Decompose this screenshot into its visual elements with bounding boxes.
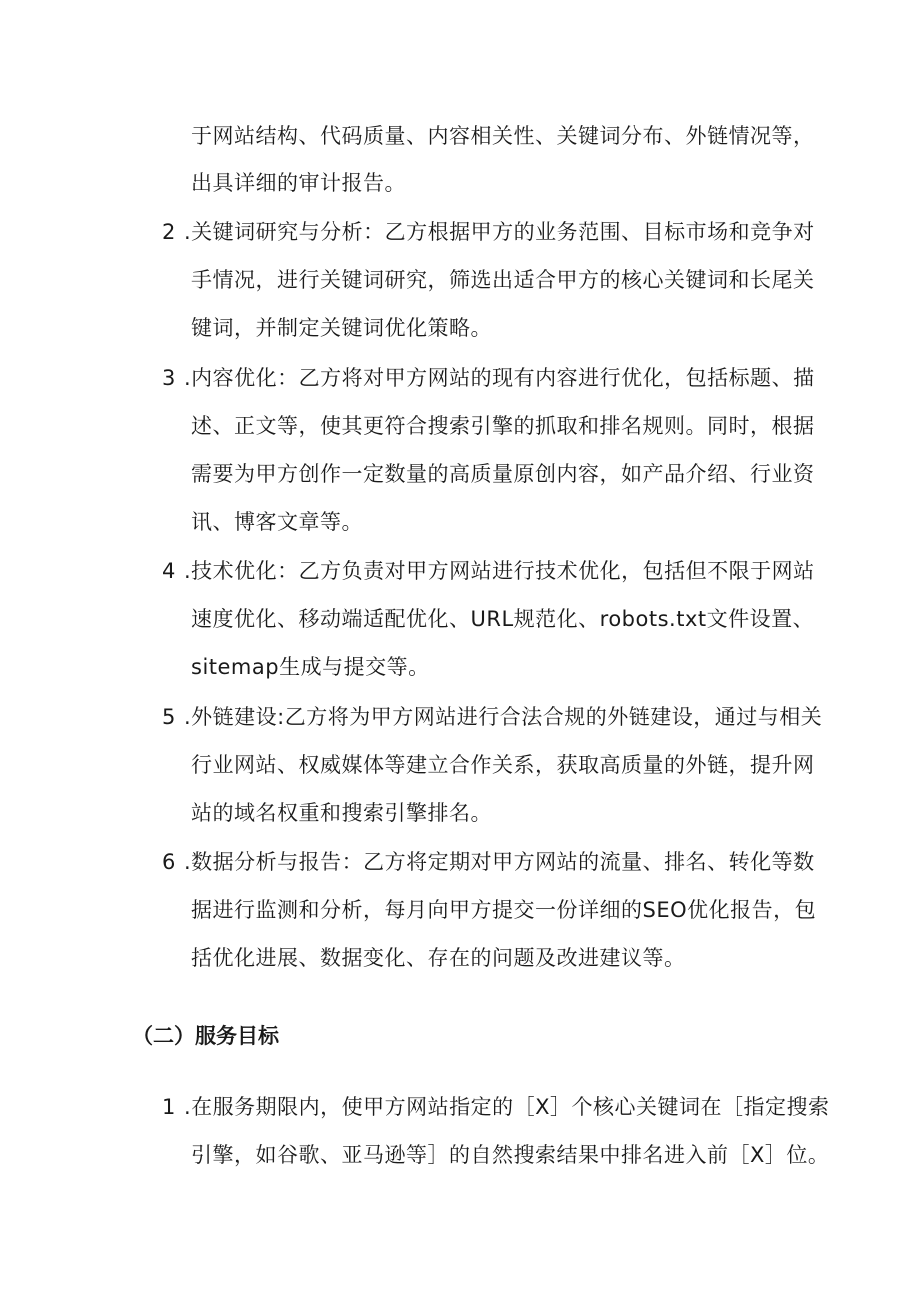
goal-1-number: 1 (162, 1095, 176, 1119)
item-5-line-3: 站的域名权重和搜索引擎排名。 (191, 801, 492, 825)
item-4-line-3: sitemap生成与提交等。 (191, 655, 430, 679)
item-6-line-1: .数据分析与报告：乙方将定期对甲方网站的流量、排名、转化等数 (184, 850, 815, 874)
section-heading-service-goals: （二）服务目标 (132, 1024, 279, 1048)
item-5-line-2: 行业网站、权威媒体等建立合作关系，获取高质量的外链，提升网 (191, 753, 815, 777)
goal-1-line-2: 引擎，如谷歌、亚马逊等］的自然搜索结果中排名进入前［X］位。 (191, 1143, 830, 1167)
item-3-line-2: 述、正文等，使其更符合搜索引擎的抓取和排名规则。同时，根据 (191, 414, 815, 438)
item-5-line-1: .外链建设:乙方将为甲方网站进行合法合规的外链建设，通过与相关 (184, 705, 823, 729)
item-6-line-3: 括优化进展、数据变化、存在的问题及改进建议等。 (191, 946, 686, 970)
item-5-number: 5 (162, 705, 176, 729)
intro-line-2: 出具详细的审计报告。 (191, 171, 406, 195)
item-4-line-2: 速度优化、移动端适配优化、URL规范化、robots.txt文件设置、 (191, 607, 815, 631)
item-4-number: 4 (162, 559, 176, 583)
item-2-line-1: .关键词研究与分析：乙方根据甲方的业务范围、目标市场和竞争对 (184, 220, 815, 244)
item-2-line-2: 手情况，进行关键词研究，筛选出适合甲方的核心关键词和长尾关 (191, 268, 815, 292)
intro-line-1: 于网站结构、代码质量、内容相关性、关键词分布、外链情况等， (191, 124, 815, 148)
item-6-number: 6 (162, 850, 176, 874)
goal-1-line-1: .在服务期限内，使甲方网站指定的［X］个核心关键词在［指定搜索 (184, 1095, 830, 1119)
item-6-line-2: 据进行监测和分析，每月向甲方提交一份详细的SEO优化报告，包 (191, 898, 817, 922)
item-3-line-1: .内容优化：乙方将对甲方网站的现有内容进行优化，包括标题、描 (184, 366, 815, 390)
item-3-line-3: 需要为甲方创作一定数量的高质量原创内容，如产品介绍、行业资 (191, 462, 815, 486)
item-3-line-4: 讯、博客文章等。 (191, 510, 363, 534)
item-2-number: 2 (162, 220, 176, 244)
item-4-line-1: .技术优化：乙方负责对甲方网站进行技术优化，包括但不限于网站 (184, 559, 815, 583)
item-2-line-3: 键词，并制定关键词优化策略。 (191, 316, 492, 340)
item-3-number: 3 (162, 366, 176, 390)
